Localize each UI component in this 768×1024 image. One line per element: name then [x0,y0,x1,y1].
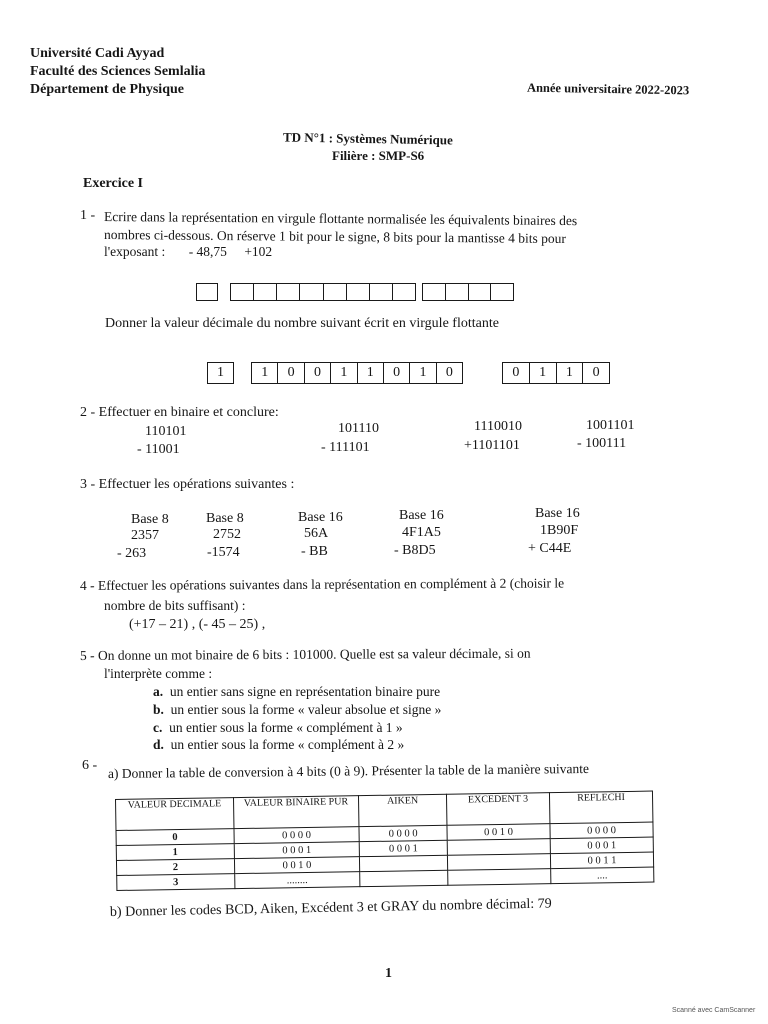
university-name: Université Cadi Ayyad [30,46,165,61]
exponent-bit: 0 [592,365,600,380]
table-cell: 1 [116,844,234,861]
q4-line2: nombre de bits suffisant) : [104,598,246,613]
q1-value2: +102 [244,244,273,259]
q1-line2: nombres ci-dessous. On réserve 1 bit pour le signe, 8 bits pour la mantisse 4 bits pour [103,227,566,247]
table-cell: 0 [116,829,234,846]
mantissa-bit: 1 [358,363,384,383]
exponent-bit: 1 [530,363,557,383]
q3-op-a: 1B90F [540,523,579,538]
q3-op-a: 4F1A5 [402,525,441,540]
q5-item-text: un entier sans signe en représentation binaire pure [169,684,441,699]
q5-item-c [153,720,403,736]
q3-op-b: - 263 [117,546,147,561]
page-subtitle: Filière : SMP-S6 [332,148,425,163]
sign-bit: 1 [207,362,234,384]
q5-item-letter: b. [153,702,164,717]
conversion-table [115,791,654,891]
q2-op2-b: - 111101 [321,440,370,455]
q6-part-b: b) Donner les codes BCD, Aiken, Excédent 3 et GRAY du nombre décimal: 79 [109,896,552,920]
q2-op3-b: +1101101 [464,438,520,453]
header-decimal: VALEUR DECIMALE [116,798,234,831]
q1-number: 1 - [80,208,96,223]
q5-item-a [153,684,440,700]
q1-value1: - 48,75 [188,244,227,259]
mantissa-bit: 0 [278,363,304,383]
table-cell [360,870,448,886]
q5-item-b [153,702,441,718]
q5-item-text: un entier sous la forme « complément à 2 » [170,737,405,752]
exercise-title: Exercice I [83,176,143,191]
q3-op-b: + C44E [528,541,572,556]
q3-op-b: - BB [301,544,328,559]
table-cell: 0 0 0 1 [550,837,653,854]
q2-op3-a: 1110010 [474,419,522,434]
q3-base: Base 8 [206,511,244,526]
mantissa-bit: 0 [305,363,331,383]
table-cell [447,839,550,856]
table-cell: 2 [116,859,234,876]
table-cell [448,869,551,886]
table-cell: 3 [117,874,235,891]
q1-decimal-prompt: Donner la valeur décimale du nombre suivant écrit en virgule flottante [105,316,499,331]
academic-year: Année universitaire 2022-2023 [526,80,690,98]
q5-item-d [153,737,404,753]
exponent-bit: 1 [557,363,584,383]
table-cell: 0 0 0 0 [234,827,360,844]
mantissa-bits [251,362,463,384]
q4-line3: (+17 – 21) , (- 45 – 25) , [129,617,266,632]
table-cell: 0 0 0 1 [359,840,447,856]
float-number [207,362,611,386]
q3-base: Base 16 [535,506,580,521]
exponent-bits [502,362,610,384]
exponent-bit: 0 [503,363,530,383]
q5-item-letter: c. [153,720,163,735]
scanner-watermark: Scanné avec CamScanner [672,1007,756,1014]
q2-op4-a: 1001101 [586,418,635,433]
q3-op-b: - B8D5 [394,543,436,558]
q5-item-text: un entier sous la forme « valeur absolue et signe » [170,702,442,717]
q2-op2-a: 101110 [338,421,379,436]
q1-exponent-label: l'exposant : [104,244,166,259]
q1-line3 [104,244,272,260]
q3-base: Base 8 [131,512,169,527]
q5-item-letter: a. [153,684,164,699]
exponent-box [422,283,514,301]
mantissa-bit: 0 [384,363,410,383]
table-cell [360,855,448,871]
mantissa-bit: 1 [252,363,278,383]
table-cell: 0 0 1 0 [447,824,550,841]
department-name: Département de Physique [30,82,184,97]
header-reflected: REFLECHI [549,791,652,824]
q1-line1: Ecrire dans la représentation en virgule flottante normalisée les équivalents binaires des [103,209,578,229]
q2-op1-a: 110101 [145,424,187,439]
table-cell: 0 0 1 0 [234,857,360,874]
table-cell: .... [551,867,654,884]
q6-part-a: a) Donner la table de conversion à 4 bits (0 à 9). Présenter la table de la manière suivante [107,760,589,781]
sign-box [196,283,218,301]
q3-base: Base 16 [399,508,444,523]
table-cell: 0 0 1 1 [550,852,653,869]
table-cell: 0 0 0 1 [234,842,360,859]
q2-op4-b: - 100111 [577,436,627,451]
q5-item-text: un entier sous la forme « complément à 1 » [169,720,403,735]
table-cell [447,854,550,871]
q3-op-a: 56A [304,526,329,541]
table-cell: 0 0 0 0 [359,825,447,841]
mantissa-box [230,283,416,301]
page-title: TD N°1 : Systèmes Numérique [282,129,453,148]
header-aiken: AIKEN [359,794,447,826]
empty-float-template [196,283,521,303]
q4-line1: 4 - Effectuer les opérations suivantes dans la représentation en complément à 2 (choisir le [79,575,565,593]
q3-op-a: 2752 [213,527,241,542]
header-excess3: EXCEDENT 3 [446,793,550,826]
mantissa-bit: 1 [331,363,357,383]
table-cell: 0 0 0 0 [550,822,653,839]
q5-line2: l'interprète comme : [104,666,213,681]
q5-line1: 5 - On donne un mot binaire de 6 bits : 101000. Quelle est sa valeur décimale, si on [79,645,531,663]
q3-op-b: -1574 [207,545,240,560]
q2-op1-b: - 11001 [137,442,180,457]
q3-base: Base 16 [298,510,343,525]
q3-op-a: 2357 [131,528,159,543]
mantissa-bit: 0 [445,365,453,380]
q2-label: 2 - Effectuer en binaire et conclure: [80,405,279,420]
faculty-name: Faculté des Sciences Semlalia [30,64,206,79]
header-binary: VALEUR BINAIRE PUR [233,796,359,829]
q3-label: 3 - Effectuer les opérations suivantes : [80,477,295,492]
q5-item-letter: d. [153,737,164,752]
q6-number: 6 - [82,758,98,773]
mantissa-bit: 1 [410,363,436,383]
page-number: 1 [385,966,392,981]
table-cell: ........ [234,872,360,889]
